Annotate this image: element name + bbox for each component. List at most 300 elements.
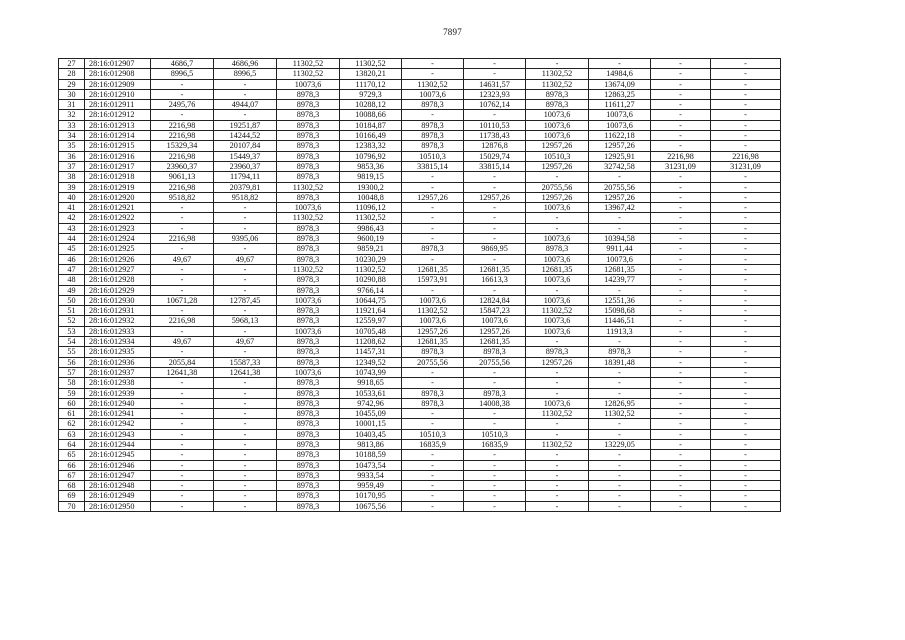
value-cell: -	[402, 213, 464, 223]
value-cell: 8978,3	[277, 470, 340, 480]
value-cell: -	[651, 182, 711, 192]
value-cell: -	[711, 306, 781, 316]
value-cell: 9518,82	[151, 192, 214, 202]
row-number-cell: 42	[59, 213, 85, 223]
value-cell: -	[711, 378, 781, 388]
value-cell: 8978,3	[277, 450, 340, 460]
code-cell: 28:16:012941	[85, 409, 151, 419]
value-cell: -	[651, 223, 711, 233]
code-cell: 28:16:012910	[85, 89, 151, 99]
value-cell: 10073,6	[526, 295, 589, 305]
table-row	[59, 264, 781, 274]
value-cell: 13820,21	[340, 69, 402, 79]
value-cell: 12787,45	[214, 295, 277, 305]
value-cell: -	[651, 100, 711, 110]
value-cell: 10073,6	[526, 234, 589, 244]
value-cell: 16613,3	[464, 275, 526, 285]
value-cell: 11921,64	[340, 306, 402, 316]
table-row	[59, 357, 781, 367]
value-cell: 10073,6	[526, 275, 589, 285]
value-cell: 8978,3	[526, 89, 589, 99]
value-cell: -	[151, 264, 214, 274]
value-cell: -	[651, 347, 711, 357]
value-cell: 20107,84	[214, 141, 277, 151]
value-cell: -	[151, 388, 214, 398]
value-cell: -	[464, 234, 526, 244]
value-cell: 12349,52	[340, 357, 402, 367]
value-cell: 9766,14	[340, 285, 402, 295]
value-cell: -	[151, 419, 214, 429]
table-row	[59, 223, 781, 233]
row-number-cell: 50	[59, 295, 85, 305]
value-cell: 8978,3	[277, 151, 340, 161]
value-cell: -	[651, 110, 711, 120]
value-cell: 12551,36	[589, 295, 651, 305]
value-cell: -	[402, 460, 464, 470]
page-number: 7897	[443, 27, 462, 37]
value-cell: 10073,6	[277, 79, 340, 89]
value-cell: 12641,38	[151, 367, 214, 377]
code-cell: 28:16:012936	[85, 357, 151, 367]
value-cell: -	[651, 470, 711, 480]
value-cell: -	[711, 481, 781, 491]
value-cell: 10230,29	[340, 254, 402, 264]
value-cell: -	[402, 409, 464, 419]
row-number-cell: 46	[59, 254, 85, 264]
value-cell: -	[711, 491, 781, 501]
value-cell: -	[651, 357, 711, 367]
value-cell: 12681,35	[589, 264, 651, 274]
value-cell: 9986,43	[340, 223, 402, 233]
value-cell: 16835,9	[464, 439, 526, 449]
value-cell: 12681,35	[464, 264, 526, 274]
value-cell: 10073,6	[589, 120, 651, 130]
value-cell: -	[214, 79, 277, 89]
value-cell: -	[651, 306, 711, 316]
value-cell: -	[711, 203, 781, 213]
value-cell: -	[214, 398, 277, 408]
value-cell: 8996,5	[151, 69, 214, 79]
value-cell: -	[151, 481, 214, 491]
value-cell: 8978,3	[277, 131, 340, 141]
table-row	[59, 439, 781, 449]
table-row	[59, 141, 781, 151]
table-row	[59, 378, 781, 388]
value-cell: 10510,3	[402, 151, 464, 161]
value-cell: -	[711, 275, 781, 285]
value-cell: 8978,3	[277, 120, 340, 130]
value-cell: -	[402, 378, 464, 388]
table-row	[59, 470, 781, 480]
value-cell: 20755,56	[526, 182, 589, 192]
value-cell: -	[526, 213, 589, 223]
value-cell: -	[464, 223, 526, 233]
code-cell: 28:16:012917	[85, 161, 151, 171]
value-cell: 8978,3	[464, 347, 526, 357]
table-row	[59, 398, 781, 408]
value-cell: -	[214, 275, 277, 285]
table-row	[59, 295, 781, 305]
value-cell: -	[464, 182, 526, 192]
table-row	[59, 275, 781, 285]
value-cell: 9600,19	[340, 234, 402, 244]
table-row	[59, 100, 781, 110]
row-number-cell: 28	[59, 69, 85, 79]
value-cell: 11622,18	[589, 131, 651, 141]
value-cell: 8996,5	[214, 69, 277, 79]
value-cell: 8978,3	[402, 347, 464, 357]
row-number-cell: 57	[59, 367, 85, 377]
value-cell: -	[151, 223, 214, 233]
value-cell: -	[151, 491, 214, 501]
value-cell: 15449,37	[214, 151, 277, 161]
value-cell: -	[589, 378, 651, 388]
value-cell: 8978,3	[277, 192, 340, 202]
code-cell: 28:16:012931	[85, 306, 151, 316]
value-cell: -	[402, 481, 464, 491]
value-cell: 8978,3	[277, 460, 340, 470]
value-cell: 12681,35	[402, 337, 464, 347]
value-cell: -	[214, 419, 277, 429]
value-cell: 2216,98	[651, 151, 711, 161]
value-cell: 11302,52	[340, 59, 402, 69]
row-number-cell: 66	[59, 460, 85, 470]
code-cell: 28:16:012940	[85, 398, 151, 408]
value-cell: 12559,97	[340, 316, 402, 326]
table-row	[59, 254, 781, 264]
value-cell: 8978,3	[589, 347, 651, 357]
value-cell: -	[464, 59, 526, 69]
table-row	[59, 347, 781, 357]
value-cell: -	[711, 295, 781, 305]
row-number-cell: 61	[59, 409, 85, 419]
value-cell: -	[711, 192, 781, 202]
value-cell: 20755,56	[464, 357, 526, 367]
value-cell: -	[214, 378, 277, 388]
value-cell: -	[651, 450, 711, 460]
value-cell: 8978,3	[277, 254, 340, 264]
row-number-cell: 67	[59, 470, 85, 480]
value-cell: 11794,11	[214, 172, 277, 182]
table-row	[59, 306, 781, 316]
table-row	[59, 367, 781, 377]
row-number-cell: 45	[59, 244, 85, 254]
value-cell: -	[402, 110, 464, 120]
row-number-cell: 68	[59, 481, 85, 491]
value-cell: 5968,13	[214, 316, 277, 326]
value-cell: 11302,52	[277, 213, 340, 223]
value-cell: 10743,99	[340, 367, 402, 377]
value-cell: 9729,3	[340, 89, 402, 99]
value-cell: -	[711, 79, 781, 89]
value-cell: 12824,84	[464, 295, 526, 305]
value-cell: 12925,91	[589, 151, 651, 161]
value-cell: 8978,3	[277, 409, 340, 419]
value-cell: -	[711, 398, 781, 408]
code-cell: 28:16:012908	[85, 69, 151, 79]
value-cell: 11302,52	[277, 59, 340, 69]
value-cell: -	[151, 203, 214, 213]
value-cell: 10048,8	[340, 192, 402, 202]
value-cell: -	[711, 100, 781, 110]
row-number-cell: 39	[59, 182, 85, 192]
value-cell: -	[651, 316, 711, 326]
value-cell: -	[651, 398, 711, 408]
value-cell: 9959,49	[340, 481, 402, 491]
value-cell: 8978,3	[277, 481, 340, 491]
value-cell: -	[651, 388, 711, 398]
value-cell: -	[464, 110, 526, 120]
value-cell: -	[402, 501, 464, 511]
value-cell: -	[214, 347, 277, 357]
value-cell: 15973,91	[402, 275, 464, 285]
value-cell: 8978,3	[464, 388, 526, 398]
value-cell: -	[651, 367, 711, 377]
value-cell: -	[711, 460, 781, 470]
value-cell: -	[711, 347, 781, 357]
value-cell: -	[589, 337, 651, 347]
code-cell: 28:16:012911	[85, 100, 151, 110]
value-cell: 2495,76	[151, 100, 214, 110]
code-cell: 28:16:012912	[85, 110, 151, 120]
code-cell: 28:16:012950	[85, 501, 151, 511]
value-cell: 10394,58	[589, 234, 651, 244]
value-cell: 11208,62	[340, 337, 402, 347]
value-cell: -	[151, 306, 214, 316]
value-cell: 10796,92	[340, 151, 402, 161]
value-cell: -	[651, 213, 711, 223]
value-cell: -	[711, 213, 781, 223]
value-cell: 12957,26	[464, 192, 526, 202]
code-cell: 28:16:012915	[85, 141, 151, 151]
row-number-cell: 62	[59, 419, 85, 429]
code-cell: 28:16:012946	[85, 460, 151, 470]
table-row	[59, 409, 781, 419]
value-cell: -	[589, 285, 651, 295]
value-cell: -	[214, 481, 277, 491]
value-cell: 8978,3	[277, 398, 340, 408]
value-cell: 14239,77	[589, 275, 651, 285]
code-cell: 28:16:012926	[85, 254, 151, 264]
value-cell: 8978,3	[402, 131, 464, 141]
value-cell: -	[651, 172, 711, 182]
code-cell: 28:16:012916	[85, 151, 151, 161]
table-row	[59, 501, 781, 511]
value-cell: 10510,3	[526, 151, 589, 161]
value-cell: 12681,35	[464, 337, 526, 347]
value-cell: -	[589, 460, 651, 470]
table-row	[59, 120, 781, 130]
value-cell: -	[711, 326, 781, 336]
value-cell: -	[651, 203, 711, 213]
value-cell: -	[526, 470, 589, 480]
value-cell: 10073,6	[526, 326, 589, 336]
value-cell: -	[711, 439, 781, 449]
value-cell: -	[526, 481, 589, 491]
value-cell: 10762,14	[464, 100, 526, 110]
value-cell: 10510,3	[402, 429, 464, 439]
value-cell: -	[214, 306, 277, 316]
table-row	[59, 192, 781, 202]
value-cell: -	[151, 79, 214, 89]
value-cell: -	[526, 378, 589, 388]
value-cell: -	[651, 89, 711, 99]
table-row	[59, 131, 781, 141]
value-cell: -	[711, 357, 781, 367]
value-cell: -	[711, 419, 781, 429]
table-row	[59, 234, 781, 244]
value-cell: -	[651, 192, 711, 202]
row-number-cell: 53	[59, 326, 85, 336]
value-cell: 10073,6	[526, 254, 589, 264]
value-cell: -	[651, 439, 711, 449]
table-row	[59, 79, 781, 89]
value-cell: 9933,54	[340, 470, 402, 480]
value-cell: 9911,44	[589, 244, 651, 254]
value-cell: 31231,09	[711, 161, 781, 171]
value-cell: -	[464, 213, 526, 223]
value-cell: -	[526, 223, 589, 233]
value-cell: 15847,23	[464, 306, 526, 316]
value-cell: 10644,75	[340, 295, 402, 305]
value-cell: 10170,95	[340, 491, 402, 501]
value-cell: -	[651, 69, 711, 79]
value-cell: -	[651, 326, 711, 336]
table-row	[59, 182, 781, 192]
value-cell: -	[151, 213, 214, 223]
value-cell: 10001,15	[340, 419, 402, 429]
value-cell: 10073,6	[589, 110, 651, 120]
table-row	[59, 481, 781, 491]
value-cell: 10671,28	[151, 295, 214, 305]
row-number-cell: 34	[59, 131, 85, 141]
value-cell: 11302,52	[277, 264, 340, 274]
row-number-cell: 43	[59, 223, 85, 233]
value-cell: 10073,6	[526, 398, 589, 408]
value-cell: 10184,87	[340, 120, 402, 130]
row-number-cell: 29	[59, 79, 85, 89]
value-cell: 10073,6	[526, 203, 589, 213]
value-cell: 11302,52	[589, 409, 651, 419]
value-cell: -	[151, 460, 214, 470]
code-cell: 28:16:012939	[85, 388, 151, 398]
table-row	[59, 59, 781, 69]
value-cell: 20379,81	[214, 182, 277, 192]
value-cell: -	[711, 450, 781, 460]
value-cell: 49,67	[214, 337, 277, 347]
value-cell: 16835,9	[402, 439, 464, 449]
value-cell: -	[402, 419, 464, 429]
value-cell: -	[711, 337, 781, 347]
value-cell: 12323,93	[464, 89, 526, 99]
value-cell: -	[651, 460, 711, 470]
value-cell: -	[526, 491, 589, 501]
code-cell: 28:16:012935	[85, 347, 151, 357]
value-cell: -	[402, 172, 464, 182]
value-cell: -	[711, 264, 781, 274]
code-cell: 28:16:012922	[85, 213, 151, 223]
code-cell: 28:16:012937	[85, 367, 151, 377]
value-cell: -	[214, 439, 277, 449]
value-cell: 10088,66	[340, 110, 402, 120]
value-cell: -	[589, 223, 651, 233]
code-cell: 28:16:012925	[85, 244, 151, 254]
table-row	[59, 89, 781, 99]
value-cell: 10073,6	[402, 89, 464, 99]
value-cell: -	[651, 131, 711, 141]
value-cell: -	[526, 172, 589, 182]
value-cell: 9859,21	[340, 244, 402, 254]
value-cell: -	[464, 172, 526, 182]
value-cell: -	[589, 481, 651, 491]
value-cell: 32742,58	[589, 161, 651, 171]
value-cell: 2216,98	[151, 316, 214, 326]
row-number-cell: 32	[59, 110, 85, 120]
value-cell: -	[151, 89, 214, 99]
value-cell: 8978,3	[526, 100, 589, 110]
value-cell: 8978,3	[277, 89, 340, 99]
value-cell: -	[464, 501, 526, 511]
value-cell: 12681,35	[402, 264, 464, 274]
value-cell: 8978,3	[402, 244, 464, 254]
value-cell: 15587,33	[214, 357, 277, 367]
value-cell: 11302,52	[402, 306, 464, 316]
value-cell: 9918,65	[340, 378, 402, 388]
value-cell: 11302,52	[340, 213, 402, 223]
value-cell: -	[151, 501, 214, 511]
value-cell: -	[711, 120, 781, 130]
value-cell: 8978,3	[277, 337, 340, 347]
value-cell: -	[151, 110, 214, 120]
value-cell: 8978,3	[277, 357, 340, 367]
value-cell: 11302,52	[526, 79, 589, 89]
value-cell: -	[651, 409, 711, 419]
table-row	[59, 460, 781, 470]
code-cell: 28:16:012944	[85, 439, 151, 449]
value-cell: 9742,96	[340, 398, 402, 408]
value-cell: -	[214, 213, 277, 223]
code-cell: 28:16:012913	[85, 120, 151, 130]
value-cell: 15329,34	[151, 141, 214, 151]
value-cell: -	[214, 203, 277, 213]
value-cell: 49,67	[214, 254, 277, 264]
row-number-cell: 70	[59, 501, 85, 511]
value-cell: 11738,43	[464, 131, 526, 141]
value-cell: -	[651, 120, 711, 130]
value-cell: -	[402, 234, 464, 244]
code-cell: 28:16:012938	[85, 378, 151, 388]
value-cell: 8978,3	[277, 419, 340, 429]
value-cell: 10073,6	[277, 326, 340, 336]
value-cell: 12681,35	[526, 264, 589, 274]
value-cell: -	[151, 326, 214, 336]
row-number-cell: 51	[59, 306, 85, 316]
table-row	[59, 110, 781, 120]
value-cell: -	[464, 409, 526, 419]
value-cell: -	[711, 367, 781, 377]
value-cell: 8978,3	[526, 347, 589, 357]
value-cell: -	[711, 285, 781, 295]
value-cell: -	[402, 491, 464, 501]
value-cell: 8978,3	[402, 141, 464, 151]
value-cell: -	[464, 285, 526, 295]
value-cell: -	[526, 450, 589, 460]
value-cell: -	[711, 182, 781, 192]
code-cell: 28:16:012933	[85, 326, 151, 336]
value-cell: -	[214, 470, 277, 480]
value-cell: -	[464, 69, 526, 79]
value-cell: -	[589, 388, 651, 398]
